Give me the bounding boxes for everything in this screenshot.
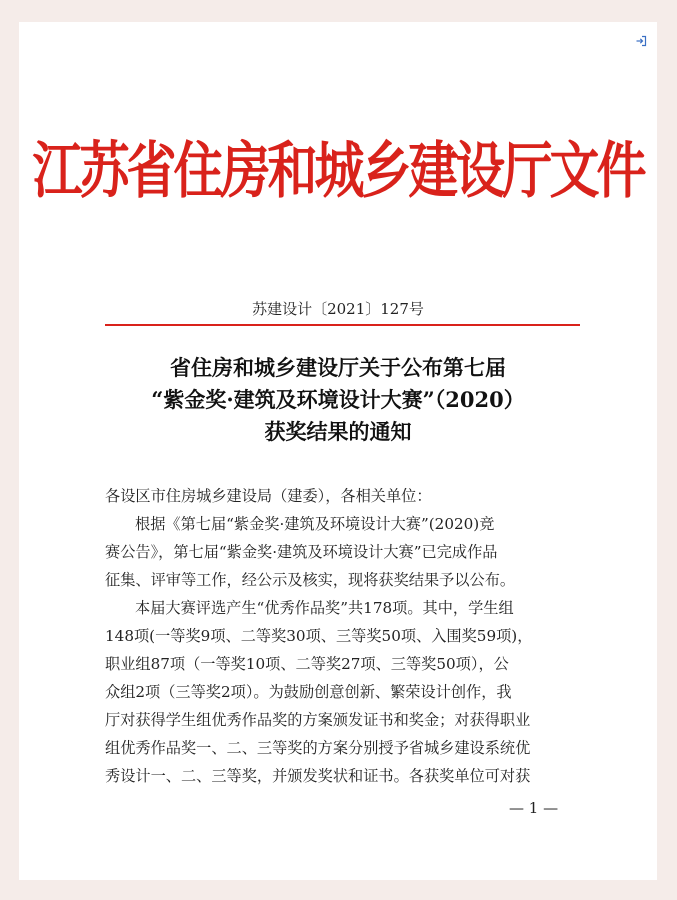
notice-body (105, 482, 581, 790)
body-line: 组优秀作品奖一、二、三等奖的方案分别授予省城乡建设系统优 (105, 739, 531, 757)
red-divider (105, 324, 580, 326)
document-masthead: 江苏省住房和城乡建设厅文件 (32, 134, 644, 207)
body-line: 职业组87项（一等奖10项、二等奖27项、三等奖50项），公 (105, 655, 509, 673)
title-line: 省住房和城乡建设厅关于公布第七届 (170, 355, 506, 380)
page-number: — 1 — (509, 799, 559, 817)
notice-title (19, 352, 657, 448)
title-line: 获奖结果的通知 (264, 419, 412, 444)
body-line: 厅对获得学生组优秀作品奖的方案颁发证书和奖金；对获得职业 (105, 711, 531, 729)
title-line: “紫金奖·建筑及环境设计大赛”（2020） (151, 387, 525, 412)
body-line: 赛公告》，第七届“紫金奖·建筑及环境设计大赛”已完成作品 (105, 543, 498, 561)
document-number: 苏建设计〔2021〕127号 (252, 300, 424, 318)
body-line: 征集、评审等工作，经公示及核实，现将获奖结果予以公布。 (105, 571, 516, 589)
exit-icon[interactable] (634, 34, 648, 48)
document-page (19, 22, 657, 880)
body-line: 秀设计一、二、三等奖，并颁发奖状和证书。各获奖单位可对获 (105, 767, 531, 785)
salutation: 各设区市住房城乡建设局（建委），各相关单位： (105, 487, 432, 505)
body-line: 根据《第七届“紫金奖·建筑及环境设计大赛”(2020)竞 (135, 515, 495, 533)
body-line: 本届大赛评选产生“优秀作品奖”共178项。其中，学生组 (135, 599, 514, 617)
body-line: 众组2项（三等奖2项）。为鼓励创意创新、繁荣设计创作，我 (105, 683, 512, 701)
body-line: 148项(一等奖9项、二等奖30项、三等奖50项、入围奖59项)， (105, 627, 533, 645)
